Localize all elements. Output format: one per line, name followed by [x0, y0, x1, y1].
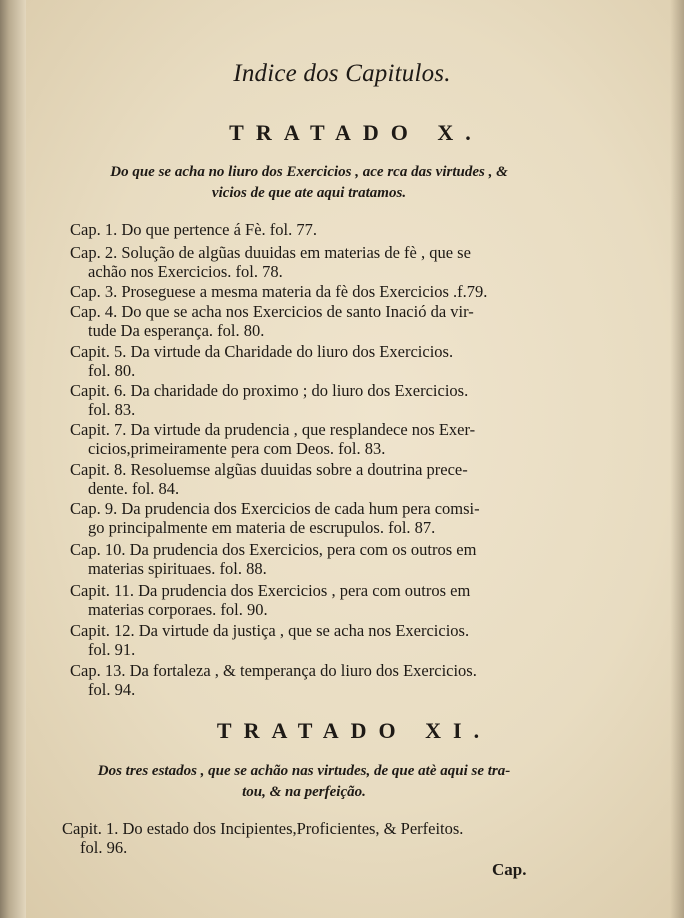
- section-heading-tratado-x: TRATADO X.: [229, 120, 483, 145]
- subtitle-line: tou, & na perfeição.: [242, 784, 366, 800]
- entry-line: materias corporaes. fol. 90.: [88, 599, 268, 619]
- entry-line: fol. 91.: [88, 639, 136, 659]
- entry-line: dente. fol. 84.: [88, 478, 180, 498]
- chapter-entry-cap-13: [70, 662, 550, 699]
- entry-line: Cap. 4. Do que se acha nos Exercicios de santo Inació da vir-: [70, 302, 474, 321]
- entry-line: Cap. 13. Da fortaleza , & temperança do liuro dos Exercicios.: [70, 661, 477, 680]
- chapter-entry-cap-9: [70, 500, 550, 537]
- entry-line: Capit. 8. Resoluemse algũas duuidas sobre a doutrina prece-: [70, 460, 468, 479]
- chapter-entry-capit-11: [70, 582, 550, 619]
- chapter-entry-capit-5: [70, 343, 550, 380]
- chapter-entry-cap-4: [70, 303, 550, 340]
- chapter-entry-capit-7: [70, 421, 550, 458]
- section-subtitle-tratado-xi: [58, 761, 550, 803]
- entry-line: fol. 94.: [88, 679, 136, 699]
- entry-line: Cap. 10. Da prudencia dos Exercicios, pera com os outros em: [70, 540, 477, 559]
- subtitle-line: Dos tres estados , que se achão nas virtudes, de que atè aqui se tra-: [97, 763, 511, 779]
- entry-line: Capit. 5. Da virtude da Charidade do liuro dos Exercicios.: [70, 342, 454, 361]
- entry-line: materias spirituaes. fol. 88.: [88, 558, 267, 578]
- chapter-entry-cap-1: [70, 221, 550, 240]
- entry-line: Capit. 6. Da charidade do proximo ; do liuro dos Exercicios.: [70, 381, 469, 400]
- subtitle-line: vicios de que ate aqui tratamos.: [211, 185, 407, 201]
- entry-line: fol. 96.: [80, 837, 128, 857]
- entry-line: fol. 83.: [88, 399, 136, 419]
- entry-line: go principalmente em materia de escrupulos. fol. 87.: [88, 517, 436, 537]
- entry-line: Cap. 1. Do que pertence á Fè. fol. 77.: [70, 220, 317, 239]
- chapter-entry-cap-10: [70, 541, 550, 578]
- section-subtitle-tratado-x: [70, 162, 548, 204]
- entry-line: Cap. 2. Solução de algũas duuidas em materias de fè , que se: [70, 243, 471, 262]
- chapter-entry-capit-8: [70, 461, 550, 498]
- entry-line: fol. 80.: [88, 360, 136, 380]
- entry-line: Capit. 7. Da virtude da prudencia , que resplandece nos Exer-: [70, 420, 476, 439]
- entry-line: Cap. 3. Proseguese a mesma materia da fè dos Exercicios .f.79.: [70, 282, 488, 301]
- chapter-entry-cap-2: [70, 244, 550, 281]
- entry-line: cicios,primeiramente pera com Deos. fol. 83.: [88, 438, 386, 458]
- section-heading-tratado-xi: TRATADO XI.: [216, 718, 492, 743]
- chapter-entry-cap-3: [70, 283, 550, 302]
- entry-line: achão nos Exercicios. fol. 78.: [88, 261, 283, 281]
- entry-line: tude Da esperança. fol. 80.: [88, 320, 265, 340]
- chapter-entry-capit-12: [70, 622, 550, 659]
- catchword: Cap.: [492, 860, 527, 879]
- entry-line: Cap. 9. Da prudencia dos Exercicios de cada hum pera comsi-: [70, 499, 480, 518]
- entry-line: Capit. 11. Da prudencia dos Exercicios , pera com outros em: [70, 581, 471, 600]
- entry-line: Capit. 12. Da virtude da justiça , que se acha nos Exercicios.: [70, 621, 470, 640]
- entry-line: Capit. 1. Do estado dos Incipientes,Proficientes, & Perfeitos.: [62, 819, 464, 838]
- chapter-entry-capit-6: [70, 382, 550, 419]
- chapter-entry-xi-capit-1: [62, 820, 552, 857]
- subtitle-line: Do que se acha no liuro dos Exercicios , ace rca das virtudes , &: [110, 164, 508, 180]
- page-title: Indice dos Capitulos.: [233, 60, 451, 87]
